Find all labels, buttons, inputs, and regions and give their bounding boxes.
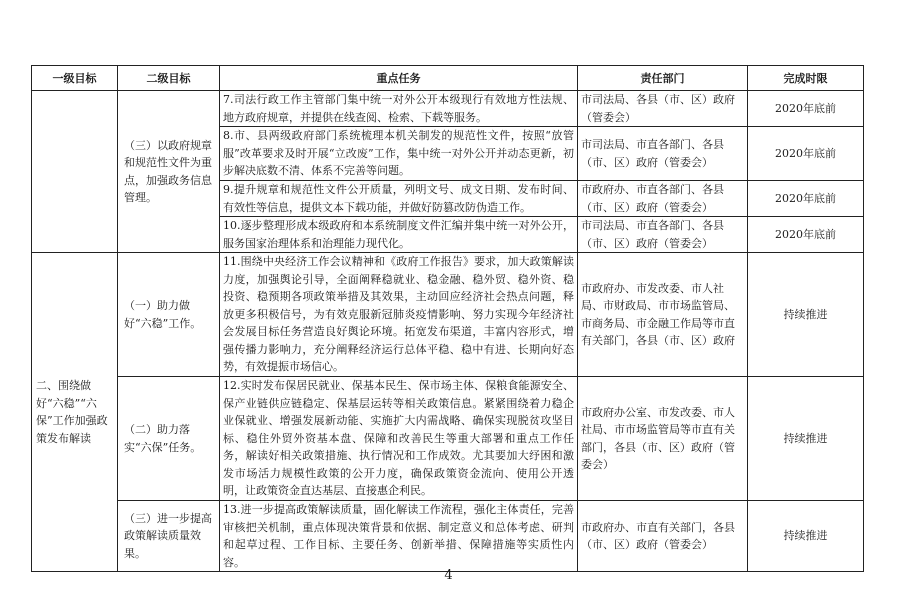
dept-cell: 市政府办、市直有关部门，各县（市、区）政府（管委会） [578,501,748,572]
header-level1-goal: 一级目标 [32,66,118,91]
header-deadline: 完成时限 [748,66,864,91]
dept-cell: 市政府办公室、市发改委、市人社局、市市场监管局等市直有关部门，各县（市、区）政府（管委会） [578,377,748,501]
dept-cell: 市司法局、各县（市、区）政府（管委会） [578,91,748,127]
task-cell: 10.逐步整理形成本级政府和本系统制度文件汇编并集中统一对外公开，服务国家治理体系和治理能力现代化。 [220,217,578,253]
dept-cell: 市政府办、市直各部门、各县（市、区）政府（管委会） [578,181,748,217]
task-cell: 9.提升规章和规范性文件公开质量，列明文号、成文日期、发布时间、有效性等信息，提供文本下载功能，并做好防篡改防伪造工作。 [220,181,578,217]
task-cell: 13.进一步提高政策解读质量，固化解读工作流程，强化主体责任，完善审核把关机制，重点体现决策背景和依据、制定意义和总体考虑、研判和起草过程、工作目标、主要任务、创新举措、保障措施等实质性内容。 [220,501,578,572]
task-cell: 7.司法行政工作主管部门集中统一对外公开本级现行有效地方性法规、地方政府规章，并提供在线查阅、检索、下载等服务。 [220,91,578,127]
table-row [32,501,864,572]
dept-cell: 市政府办、市发改委、市人社局、市财政局、市市场监管局、市商务局、市金融工作局等市直有关部门，各县（市、区）政府 [578,253,748,377]
level2-goal-cell: （一）助力做好“六稳”工作。 [118,253,220,377]
dept-cell: 市司法局、市直各部门、各县（市、区）政府（管委会） [578,127,748,181]
task-cell: 8.市、县两级政府部门系统梳理本机关制发的规范性文件，按照“放管服”改革要求及时开展“立改废”工作，集中统一对外公开并动态更新，初步解决底数不清、体系不完善等问题。 [220,127,578,181]
deadline-cell: 持续推进 [748,377,864,501]
table-header-row [32,66,864,91]
header-level2-goal: 二级目标 [118,66,220,91]
task-cell: 11.围绕中央经济工作会议精神和《政府工作报告》要求，加大政策解读力度，加强舆论引导，全面阐释稳就业、稳金融、稳外贸、稳外资、稳投资、稳预期各项政策举措及其效果，主动回应经济社会热点问题，释放更多积极信号，为有效克服新冠肺炎疫情影响、努力实现今年经济社会发展目标任务营造良好舆论环境。拓宽发布渠道，丰富内容形式，增强传播力影响力，充分阐释经济运行总体平稳、稳中有进、长期向好态势，有效提振市场信心。 [220,253,578,377]
level1-goal-cell [32,91,118,253]
deadline-cell: 持续推进 [748,253,864,377]
header-key-task: 重点任务 [220,66,578,91]
table-row [32,377,864,501]
deadline-cell: 2020年底前 [748,181,864,217]
page-number: 4 [444,568,453,583]
table-row [32,91,864,127]
deadline-cell: 2020年底前 [748,217,864,253]
level2-goal-cell: （三）以政府规章和规范性文件为重点，加强政务信息管理。 [118,91,220,253]
deadline-cell: 2020年底前 [748,127,864,181]
level2-goal-cell: （三）进一步提高政策解读质量效果。 [118,501,220,572]
deadline-cell: 持续推进 [748,501,864,572]
task-cell: 12.实时发布保居民就业、保基本民生、保市场主体、保粮食能源安全、保产业链供应链稳定、保基层运转等相关政策信息。紧紧围绕着力稳企业保就业、增强发展新动能、实施扩大内需战略、确保实现脱贫攻坚目标、稳住外贸外资基本盘、保障和改善民生等重大部署和重点工作任务，解读好相关政策措施、执行情况和工作成效。尤其要加大纾困和激发市场活力规模性政策的公开力度，确保政策资金流向、使用公开透明，让政策资金直达基层、直接惠企利民。 [220,377,578,501]
dept-cell: 市司法局、市直各部门、各县（市、区）政府（管委会） [578,217,748,253]
table-row [32,253,864,377]
level2-goal-cell: （二）助力落实“六保”任务。 [118,377,220,501]
task-table [31,65,864,572]
deadline-cell: 2020年底前 [748,91,864,127]
header-responsible-dept: 责任部门 [578,66,748,91]
level1-goal-cell: 二、围绕做好“六稳”“六保”工作加强政策发布解读 [32,253,118,572]
